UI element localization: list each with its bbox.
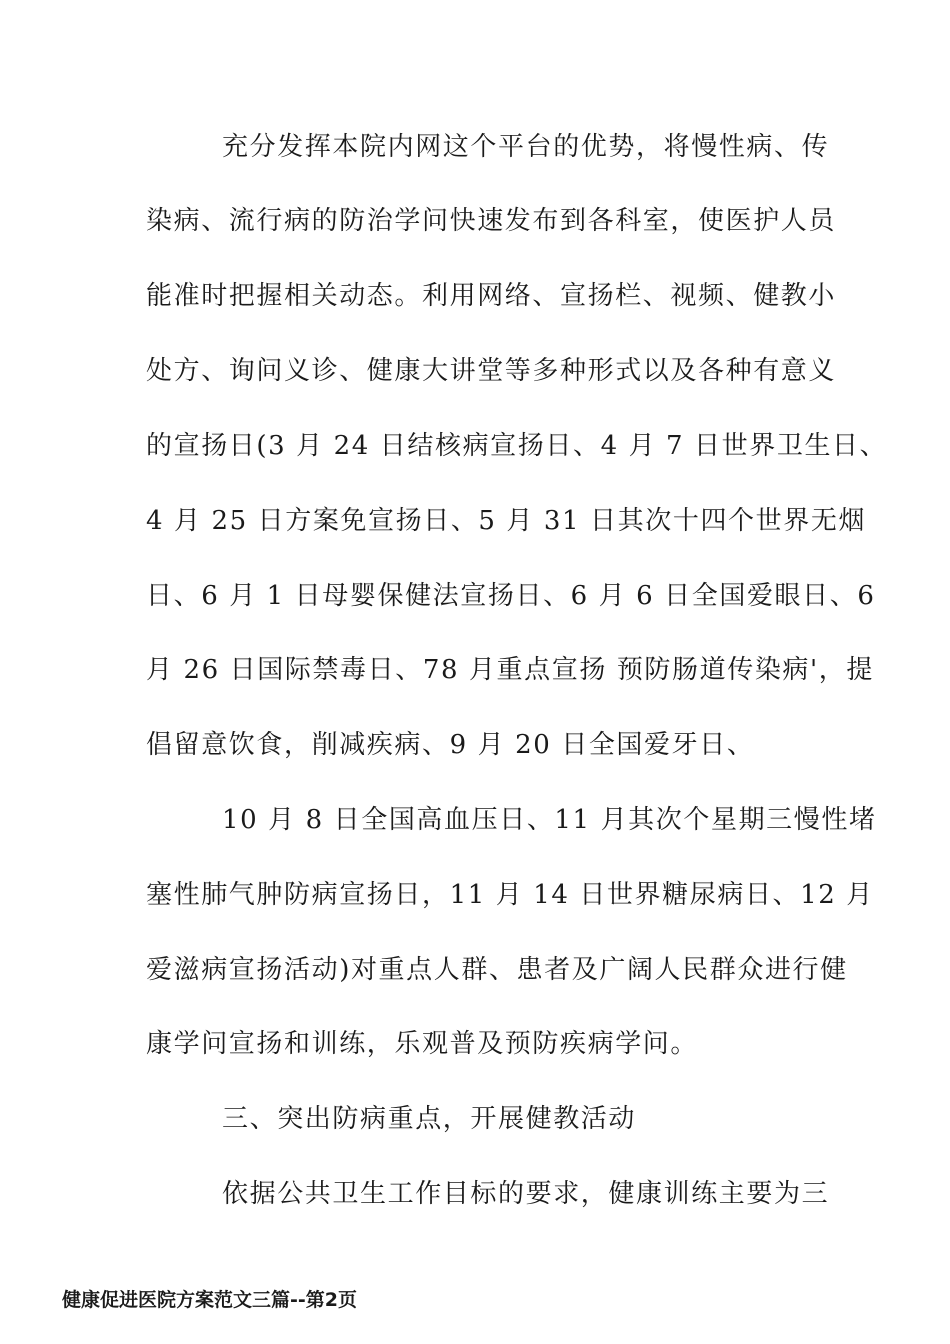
paragraph-line: 康学问宣扬和训练，乐观普及预防疾病学问。 <box>146 1029 699 1059</box>
paragraph-line: 塞性肺气肿防病宣扬日，11 月 14 日世界糖尿病日、12 月 <box>146 880 874 910</box>
paragraph-line: 日、6 月 1 日母婴保健法宣扬日、6 月 6 日全国爱眼日、6 <box>146 581 876 611</box>
paragraph-line: 10 月 8 日全国高血压日、11 月其次个星期三慢性堵 <box>222 805 877 835</box>
section-heading: 三、突出防病重点，开展健教活动 <box>222 1104 637 1134</box>
paragraph-line: 倡留意饮食，削减疾病、9 月 20 日全国爱牙日、 <box>146 730 755 760</box>
paragraph-line: 的宣扬日(3 月 24 日结核病宣扬日、4 月 7 日世界卫生日、 <box>146 431 888 461</box>
paragraph-line: 能准时把握相关动态。利用网络、宣扬栏、视频、健教小 <box>146 281 837 311</box>
paragraph-line: 依据公共卫生工作目标的要求，健康训练主要为三 <box>222 1179 830 1209</box>
paragraph-line: 4 月 25 日方案免宣扬日、5 月 31 日其次十四个世界无烟 <box>146 506 867 536</box>
paragraph-line: 月 26 日国际禁毒日、78 月重点宣扬 预防肠道传染病'，提 <box>146 655 874 685</box>
page-footer: 健康促进医院方案范文三篇--第2页 <box>62 1289 357 1311</box>
paragraph-line: 爱滋病宣扬活动)对重点人群、患者及广阔人民群众进行健 <box>146 955 848 985</box>
paragraph-line: 充分发挥本院内网这个平台的优势，将慢性病、传 <box>222 132 830 162</box>
paragraph-line: 染病、流行病的防治学问快速发布到各科室，使医护人员 <box>146 206 837 236</box>
paragraph-line: 处方、询问义诊、健康大讲堂等多种形式以及各种有意义 <box>146 356 837 386</box>
